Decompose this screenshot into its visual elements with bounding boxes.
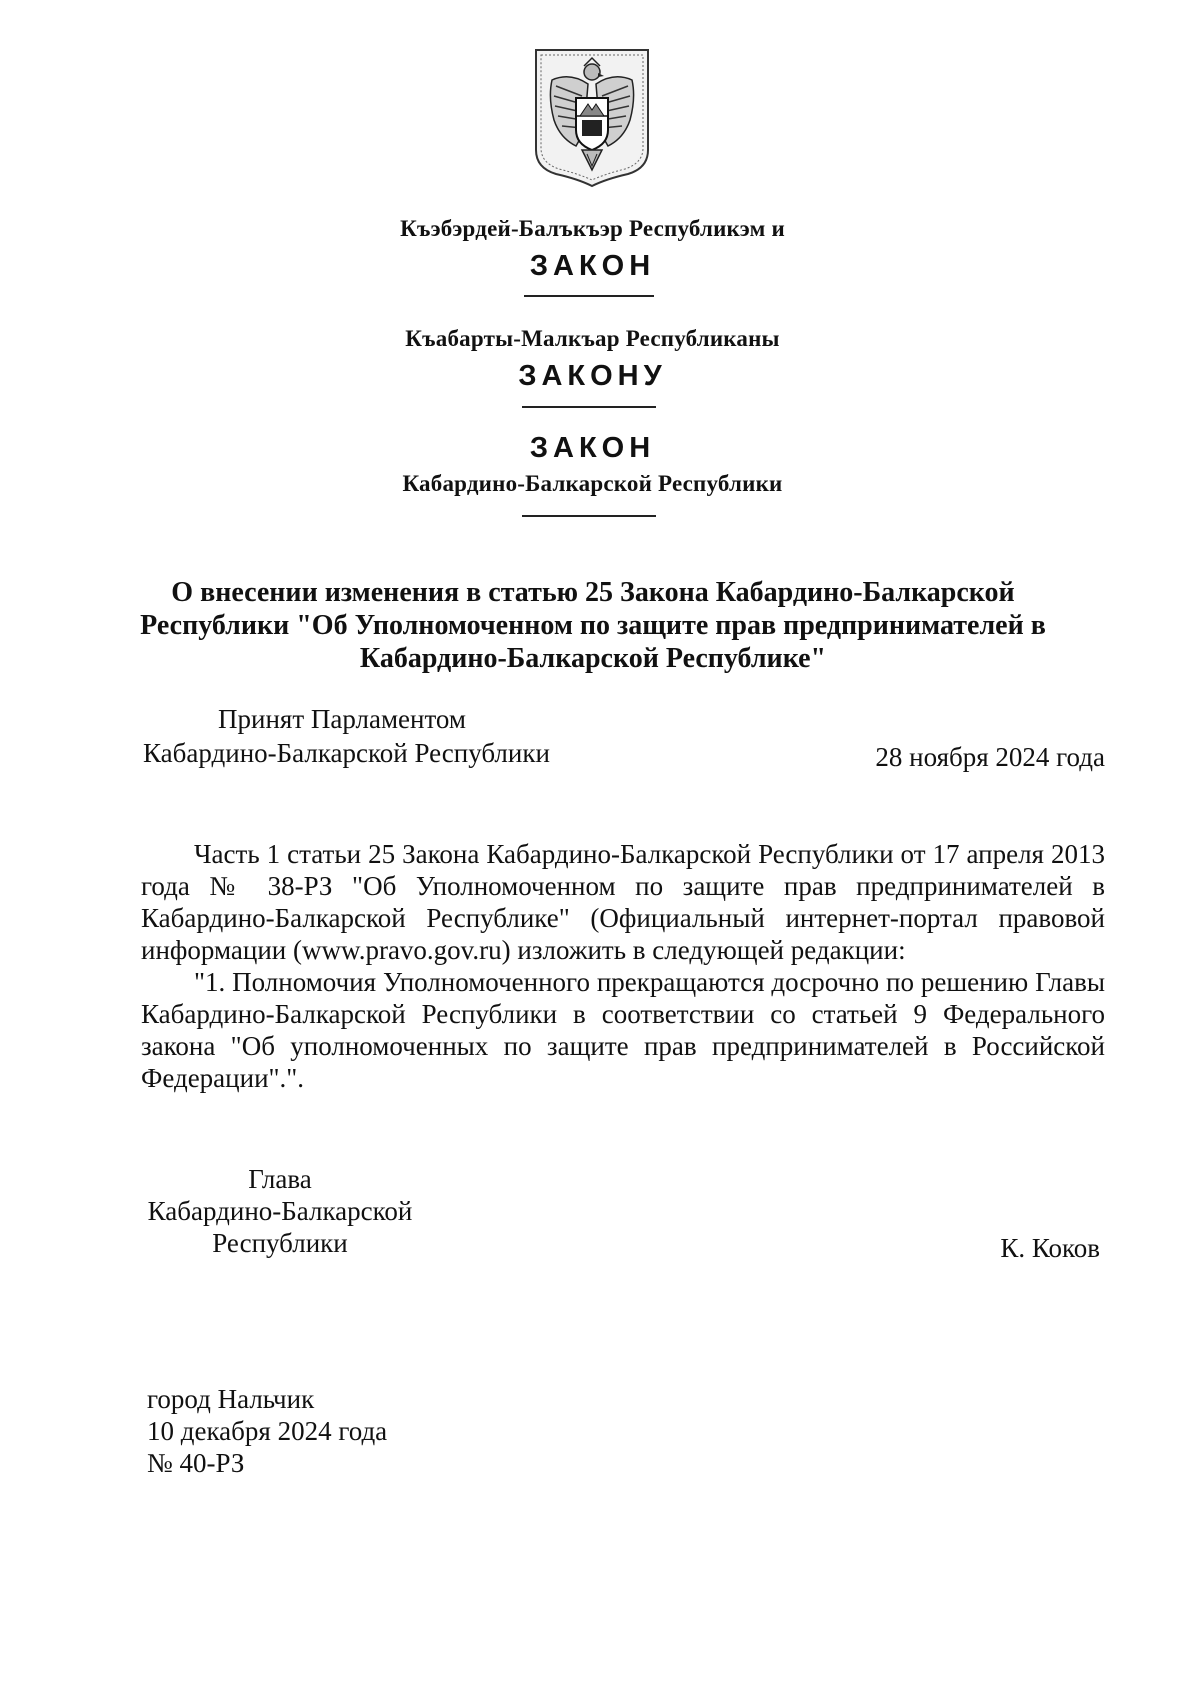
- header-rule: [522, 515, 656, 517]
- kbr-coat-of-arms-icon: [532, 46, 652, 188]
- signatory-title-line: Кабардино-Балкарской: [147, 1196, 413, 1226]
- signatory-title-line: Республики: [212, 1228, 348, 1258]
- header-balkar-line: Къабарты-Малкъар Республиканы: [405, 326, 780, 351]
- header-russian-word: ЗАКОН: [529, 432, 656, 464]
- header-kabardian-line: Къэбэрдей-Балъкъэр Республикэм и: [400, 216, 785, 241]
- law-body: [141, 838, 1105, 1094]
- adoption-line-2: Кабардино-Балкарской Республики: [143, 738, 550, 768]
- header-rule: [524, 295, 654, 297]
- header-balkar-word: ЗАКОНУ: [518, 360, 667, 392]
- body-paragraph: Часть 1 статьи 25 Закона Кабардино-Балкарской Республики от 17 апреля 2013 года № 38-РЗ "Об Уполномоченном по защите прав предпринимателей в Кабардино-Балкарской Республике" (Официальный интернет-портал правовой информации (www.pravo.gov.ru) изложить в следующей редакции:: [141, 839, 1105, 965]
- footer-number: № 40-РЗ: [147, 1448, 245, 1478]
- header-rule: [522, 406, 656, 408]
- body-paragraph: "1. Полномочия Уполномоченного прекращаются досрочно по решению Главы Кабардино-Балкарской Республики в соответствии со статьей 9 Федерального закона "Об уполномоченных по защите прав предпринимателей в Российской Федерации".".: [141, 967, 1105, 1093]
- footer-date: 10 декабря 2024 года: [147, 1416, 388, 1446]
- document-title: О внесении изменения в статью 25 Закона Кабардино-Балкарской Республики "Об Уполномоченном по защите прав предпринимателей в Кабардино-Балкарской Республике": [140, 577, 1046, 674]
- footer-city: город Нальчик: [147, 1384, 315, 1414]
- header-kabardian-word: ЗАКОН: [529, 250, 656, 282]
- signatory-name: К. Коков: [1000, 1233, 1100, 1263]
- header-russian-line: Кабардино-Балкарской Республики: [402, 471, 783, 496]
- signatory-title: [130, 1163, 430, 1259]
- adoption-date: 28 ноября 2024 года: [875, 742, 1105, 772]
- adoption-line-1: Принят Парламентом: [218, 704, 466, 734]
- signatory-title-line: Глава: [248, 1164, 312, 1194]
